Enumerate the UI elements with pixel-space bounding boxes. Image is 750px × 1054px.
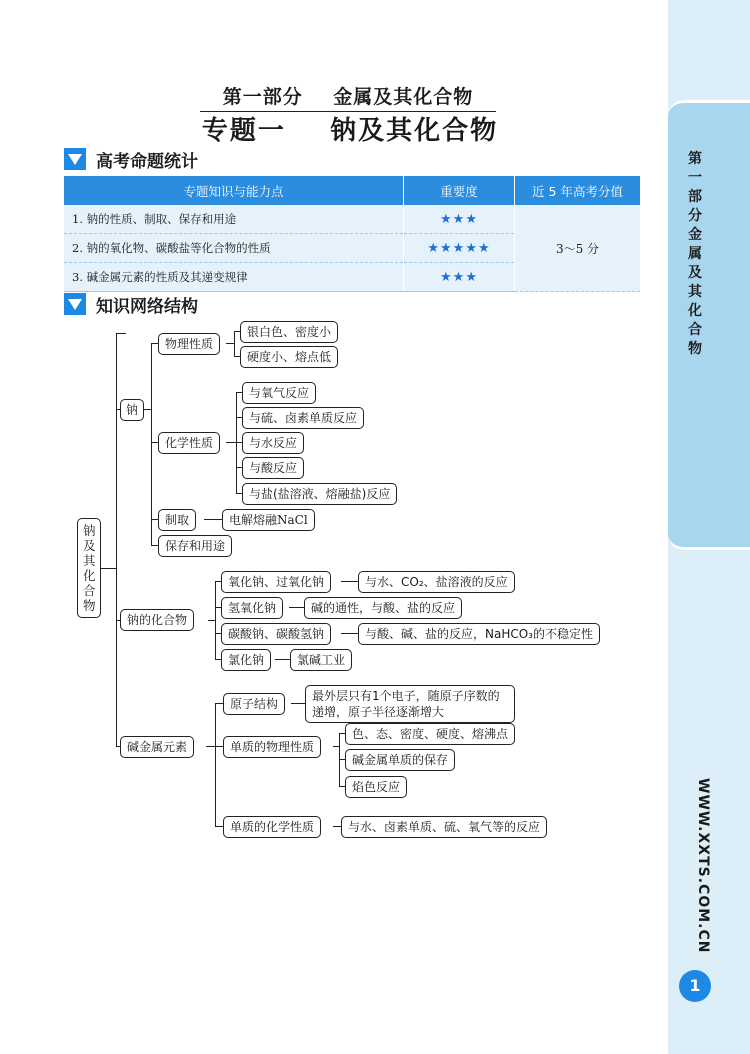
table-header-row [64,176,640,205]
connector [151,442,158,443]
section-label: 高考命题统计 [96,152,198,172]
column-header: 专题知识与能力点 [64,176,404,205]
connector [275,659,290,660]
node-item: 与水反应 [242,432,304,454]
node-item: 与氧气反应 [242,382,316,404]
connector [208,620,215,621]
node-item: 与水、卤素单质、硫、氧气等的反应 [341,816,547,838]
connector [289,607,304,608]
connector [215,703,216,826]
node-atomic-detail: 最外层只有1个电子，随原子序数的递增，原子半径逐渐增大 [305,685,515,723]
chapter-tab-label: 第一部分金属及其化合物 [688,151,702,357]
stats-table [64,176,640,292]
triangle-down-icon [64,293,86,315]
topic-cell: 3. 碱金属元素的性质及其递变规律 [64,263,404,292]
node-chemical-props: 单质的化学性质 [223,816,321,838]
node-compound-detail: 氯碱工业 [290,649,352,671]
connector [215,746,223,747]
importance-stars: ★★★★★ [404,234,515,263]
connector [341,633,358,634]
connector [151,343,158,344]
node-compound-detail: 碱的通性，与酸、盐的反应 [304,597,462,619]
section-label: 知识网络结构 [96,297,198,317]
connector [215,581,216,659]
column-header: 重要度 [404,176,515,205]
importance-stars: ★★★ [404,263,515,292]
topic-cell: 1. 钠的性质、制取、保存和用途 [64,205,404,234]
connector [341,581,358,582]
page-number: 1 [679,970,711,1002]
root-node: 钠及其化合物 [77,518,101,618]
node-compound: 氢氧化钠 [221,597,283,619]
connector [116,333,126,334]
connector [333,826,341,827]
importance-stars: ★★★ [404,205,515,234]
node-sodium-compounds: 钠的化合物 [120,609,194,631]
connector [116,333,117,746]
node-item: 与酸反应 [242,457,304,479]
node-item: 电解熔融NaCl [222,509,315,531]
connector [291,703,305,704]
connector [144,409,151,410]
connector [226,343,234,344]
node-preparation: 制取 [158,509,196,531]
node-item: 焰色反应 [345,776,407,798]
node-physical-properties: 物理性质 [158,333,220,355]
connector [100,568,116,569]
connector [215,703,223,704]
node-alkali-metals: 碱金属元素 [120,736,194,758]
node-item: 色、态、密度、硬度、熔沸点 [345,723,515,745]
website-url: WWW.XXTS.COM.CN [695,778,711,954]
topic-cell: 2. 钠的氧化物、碳酸盐等化合物的性质 [64,234,404,263]
connector [206,746,215,747]
score-cell: 3～5 分 [515,205,641,292]
node-chemical-properties: 化学性质 [158,432,220,454]
part-title: 第一部分 金属及其化合物 [200,82,496,112]
connector [151,545,158,546]
node-storage-uses: 保存和用途 [158,535,232,557]
table-row [64,205,640,234]
node-compound: 碳酸钠、碳酸氢钠 [221,623,331,645]
connector [151,343,152,545]
connector [226,442,236,443]
node-item: 碱金属单质的保存 [345,749,455,771]
node-sodium: 钠 [120,399,144,421]
node-compound: 氯化钠 [221,649,271,671]
connector [234,331,235,356]
node-item: 银白色、密度小 [240,321,338,343]
node-item: 硬度小、熔点低 [240,346,338,368]
node-item: 与硫、卤素单质反应 [242,407,364,429]
column-header: 近 5 年高考分值 [515,176,641,205]
topic-title: 专题一 钠及其化合物 [201,116,499,146]
connector [215,826,223,827]
connector [151,519,158,520]
node-item: 与盐(盐溶液、熔融盐)反应 [242,483,397,505]
node-compound-detail: 与水、CO₂、盐溶液的反应 [358,571,515,593]
node-compound-detail: 与酸、碱、盐的反应，NaHCO₃的不稳定性 [358,623,600,645]
chapter-tab [668,100,750,550]
triangle-down-icon [64,148,86,170]
connector [204,519,222,520]
node-physical-props: 单质的物理性质 [223,736,321,758]
node-atomic-structure: 原子结构 [223,693,285,715]
node-compound: 氧化钠、过氧化钠 [221,571,331,593]
